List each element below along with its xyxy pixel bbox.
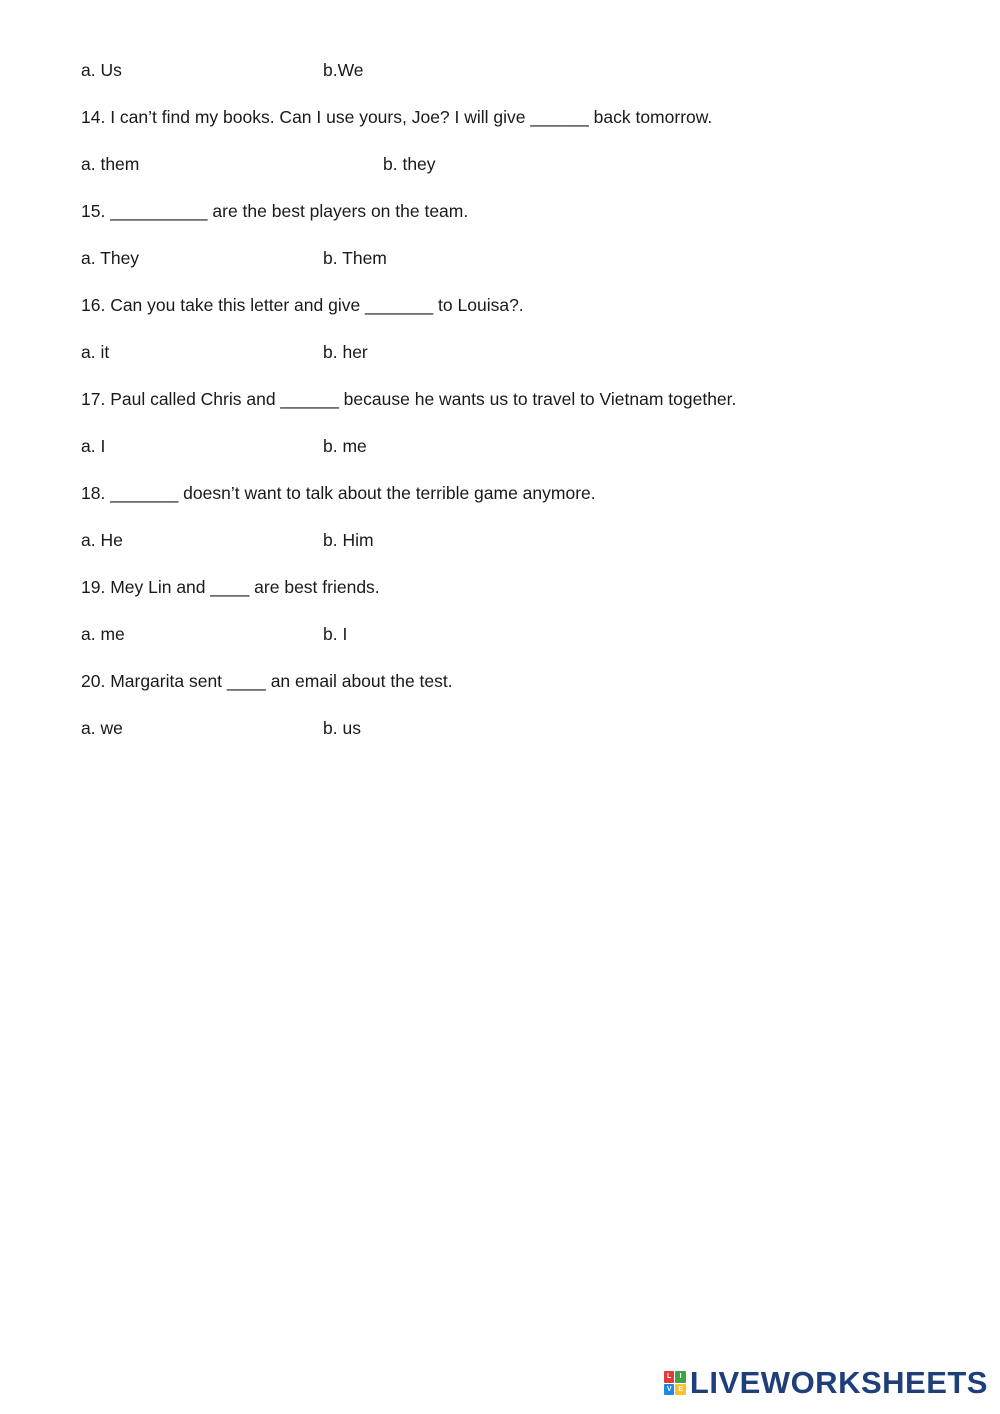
option-b-16: b. her (323, 342, 368, 362)
question-16: 16. Can you take this letter and give _______ to Louisa?. (81, 295, 524, 315)
brand-text: LIVEWORKSHEETS (689, 1365, 988, 1400)
logo-letter-l: L (664, 1371, 675, 1383)
option-b-14: b. they (383, 154, 436, 174)
logo-letter-i: I (675, 1371, 686, 1383)
question-18: 18. _______ doesn’t want to talk about the terrible game anymore. (81, 483, 596, 503)
question-19: 19. Mey Lin and ____ are best friends. (81, 577, 380, 597)
option-b-18: b. Him (323, 530, 374, 550)
question-14: 14. I can’t find my books. Can I use yours, Joe? I will give ______ back tomorrow. (81, 107, 713, 127)
logo-letter-e: E (675, 1384, 686, 1396)
option-a-top: a. Us (81, 60, 122, 80)
question-15: 15. __________ are the best players on the team. (81, 201, 469, 221)
option-b-20: b. us (323, 718, 361, 738)
option-b-17: b. me (323, 436, 367, 456)
option-a-16: a. it (81, 342, 110, 362)
liveworksheets-logo-icon (664, 1371, 686, 1395)
option-a-17: a. I (81, 436, 106, 456)
question-17: 17. Paul called Chris and ______ because he wants us to travel to Vietnam together. (81, 389, 737, 409)
option-b-19: b. I (323, 624, 348, 644)
liveworksheets-brand (664, 1366, 988, 1400)
option-a-15: a. They (81, 248, 140, 268)
option-a-18: a. He (81, 530, 123, 550)
option-a-19: a. me (81, 624, 125, 644)
option-b-top: b.We (323, 60, 364, 80)
logo-letter-v: V (664, 1384, 675, 1396)
question-20: 20. Margarita sent ____ an email about the test. (81, 671, 453, 691)
option-a-20: a. we (81, 718, 123, 738)
option-a-14: a. them (81, 154, 140, 174)
option-b-15: b. Them (323, 248, 387, 268)
